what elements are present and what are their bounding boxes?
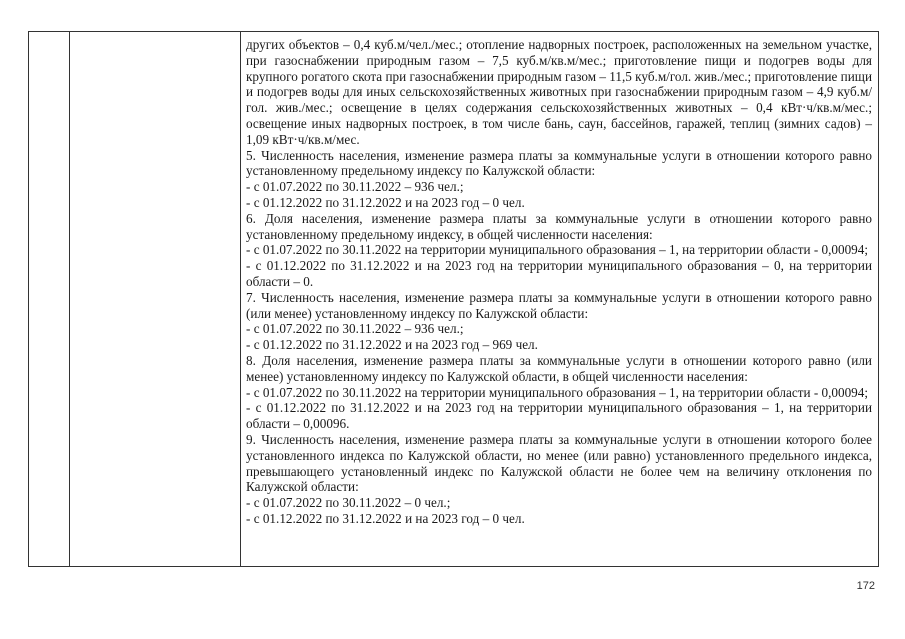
paragraph-item-5-period-1: - с 01.07.2022 по 30.11.2022 – 936 чел.;	[246, 179, 464, 195]
paragraph-item-6-period-2: - с 01.12.2022 по 31.12.2022 и на 2023 год на территории муниципального образования – 0, на территории области – 0.	[246, 258, 872, 289]
paragraph-item-9-period-1: - с 01.07.2022 по 30.11.2022 – 0 чел.;	[246, 495, 451, 511]
paragraph-item-9: 9. Численность населения, изменение размера платы за коммунальные услуги в отношении которого более установленного индекса по Калужской области, но менее (или равно) установленного предельного индекса, превышающего установленный индекс по Калужской области не более чем на величину отклонения по Калужской области:	[246, 431, 872, 495]
paragraph-item-8-period-1: - с 01.07.2022 по 30.11.2022 на территории муниципального образования – 1, на территории области - 0,00094;	[246, 384, 869, 400]
paragraph-item-5: 5. Численность населения, изменение размера платы за коммунальные услуги в отношении которого равно установленному предельному индексу по Калужской области:	[246, 147, 872, 179]
paragraph-item-8-period-2: - с 01.12.2022 по 31.12.2022 и на 2023 год на территории муниципального образования – 1, на территории области – 0,00096.	[246, 400, 872, 432]
paragraph-item-9-period-2: - с 01.12.2022 по 31.12.2022 и на 2023 год – 0 чел.	[246, 510, 525, 526]
table-column-divider-2	[240, 32, 241, 566]
paragraph-item-8: 8. Доля населения, изменение размера платы за коммунальные услуги в отношении которого равно (или менее) установленному индексу по Калужской области, в общей численности населения:	[246, 352, 872, 384]
paragraph-item-7-period-1: - с 01.07.2022 по 30.11.2022 – 936 чел.;	[246, 321, 464, 337]
page-number: 172	[856, 580, 875, 592]
paragraph-item-7-period-2: - с 01.12.2022 по 31.12.2022 и на 2023 год – 969 чел.	[246, 337, 538, 353]
paragraph-item-5-period-2: - с 01.12.2022 по 31.12.2022 и на 2023 год – 0 чел.	[246, 194, 525, 210]
document-table	[28, 31, 879, 567]
table-cell-content	[246, 37, 872, 527]
paragraph-item-6-period-1: - с 01.07.2022 по 30.11.2022 на территории муниципального образования – 1, на территории области - 0,00094;	[246, 242, 869, 258]
table-column-divider-1	[69, 32, 70, 566]
paragraph-item-6: 6. Доля населения, изменение размера платы за коммунальные услуги в отношении которого равно установленному предельному индексу, в общей численности населения:	[246, 210, 872, 242]
paragraph-item-7: 7. Численность населения, изменение размера платы за коммунальные услуги в отношении которого равно (или менее) установленному индексу по Калужской области:	[246, 289, 872, 321]
paragraph-continuation: других объектов – 0,4 куб.м/чел./мес.; отопление надворных построек, расположенных на земельном участке, при газоснабжении природным газом – 7,5 куб.м/кв.м/мес.; приготовление пищи и подогрев воды для крупного рогатого скота при газоснабжении природным газом – 11,5 куб.м/гол. жив./мес.; приготовление пищи и подогрев воды для иных сельскохозяйственных животных при газоснабжении природным газом – 4,9 куб.м/гол. жив./мес.; освещение в целях содержания сельскохозяйственных животных – 0,4 кВт·ч/кв.м/мес.; освещение иных надворных построек, в том числе бань, саун, бассейнов, гаражей, теплиц (зимних садов) – 1,09 кВт·ч/кв.м/мес.	[246, 37, 872, 147]
